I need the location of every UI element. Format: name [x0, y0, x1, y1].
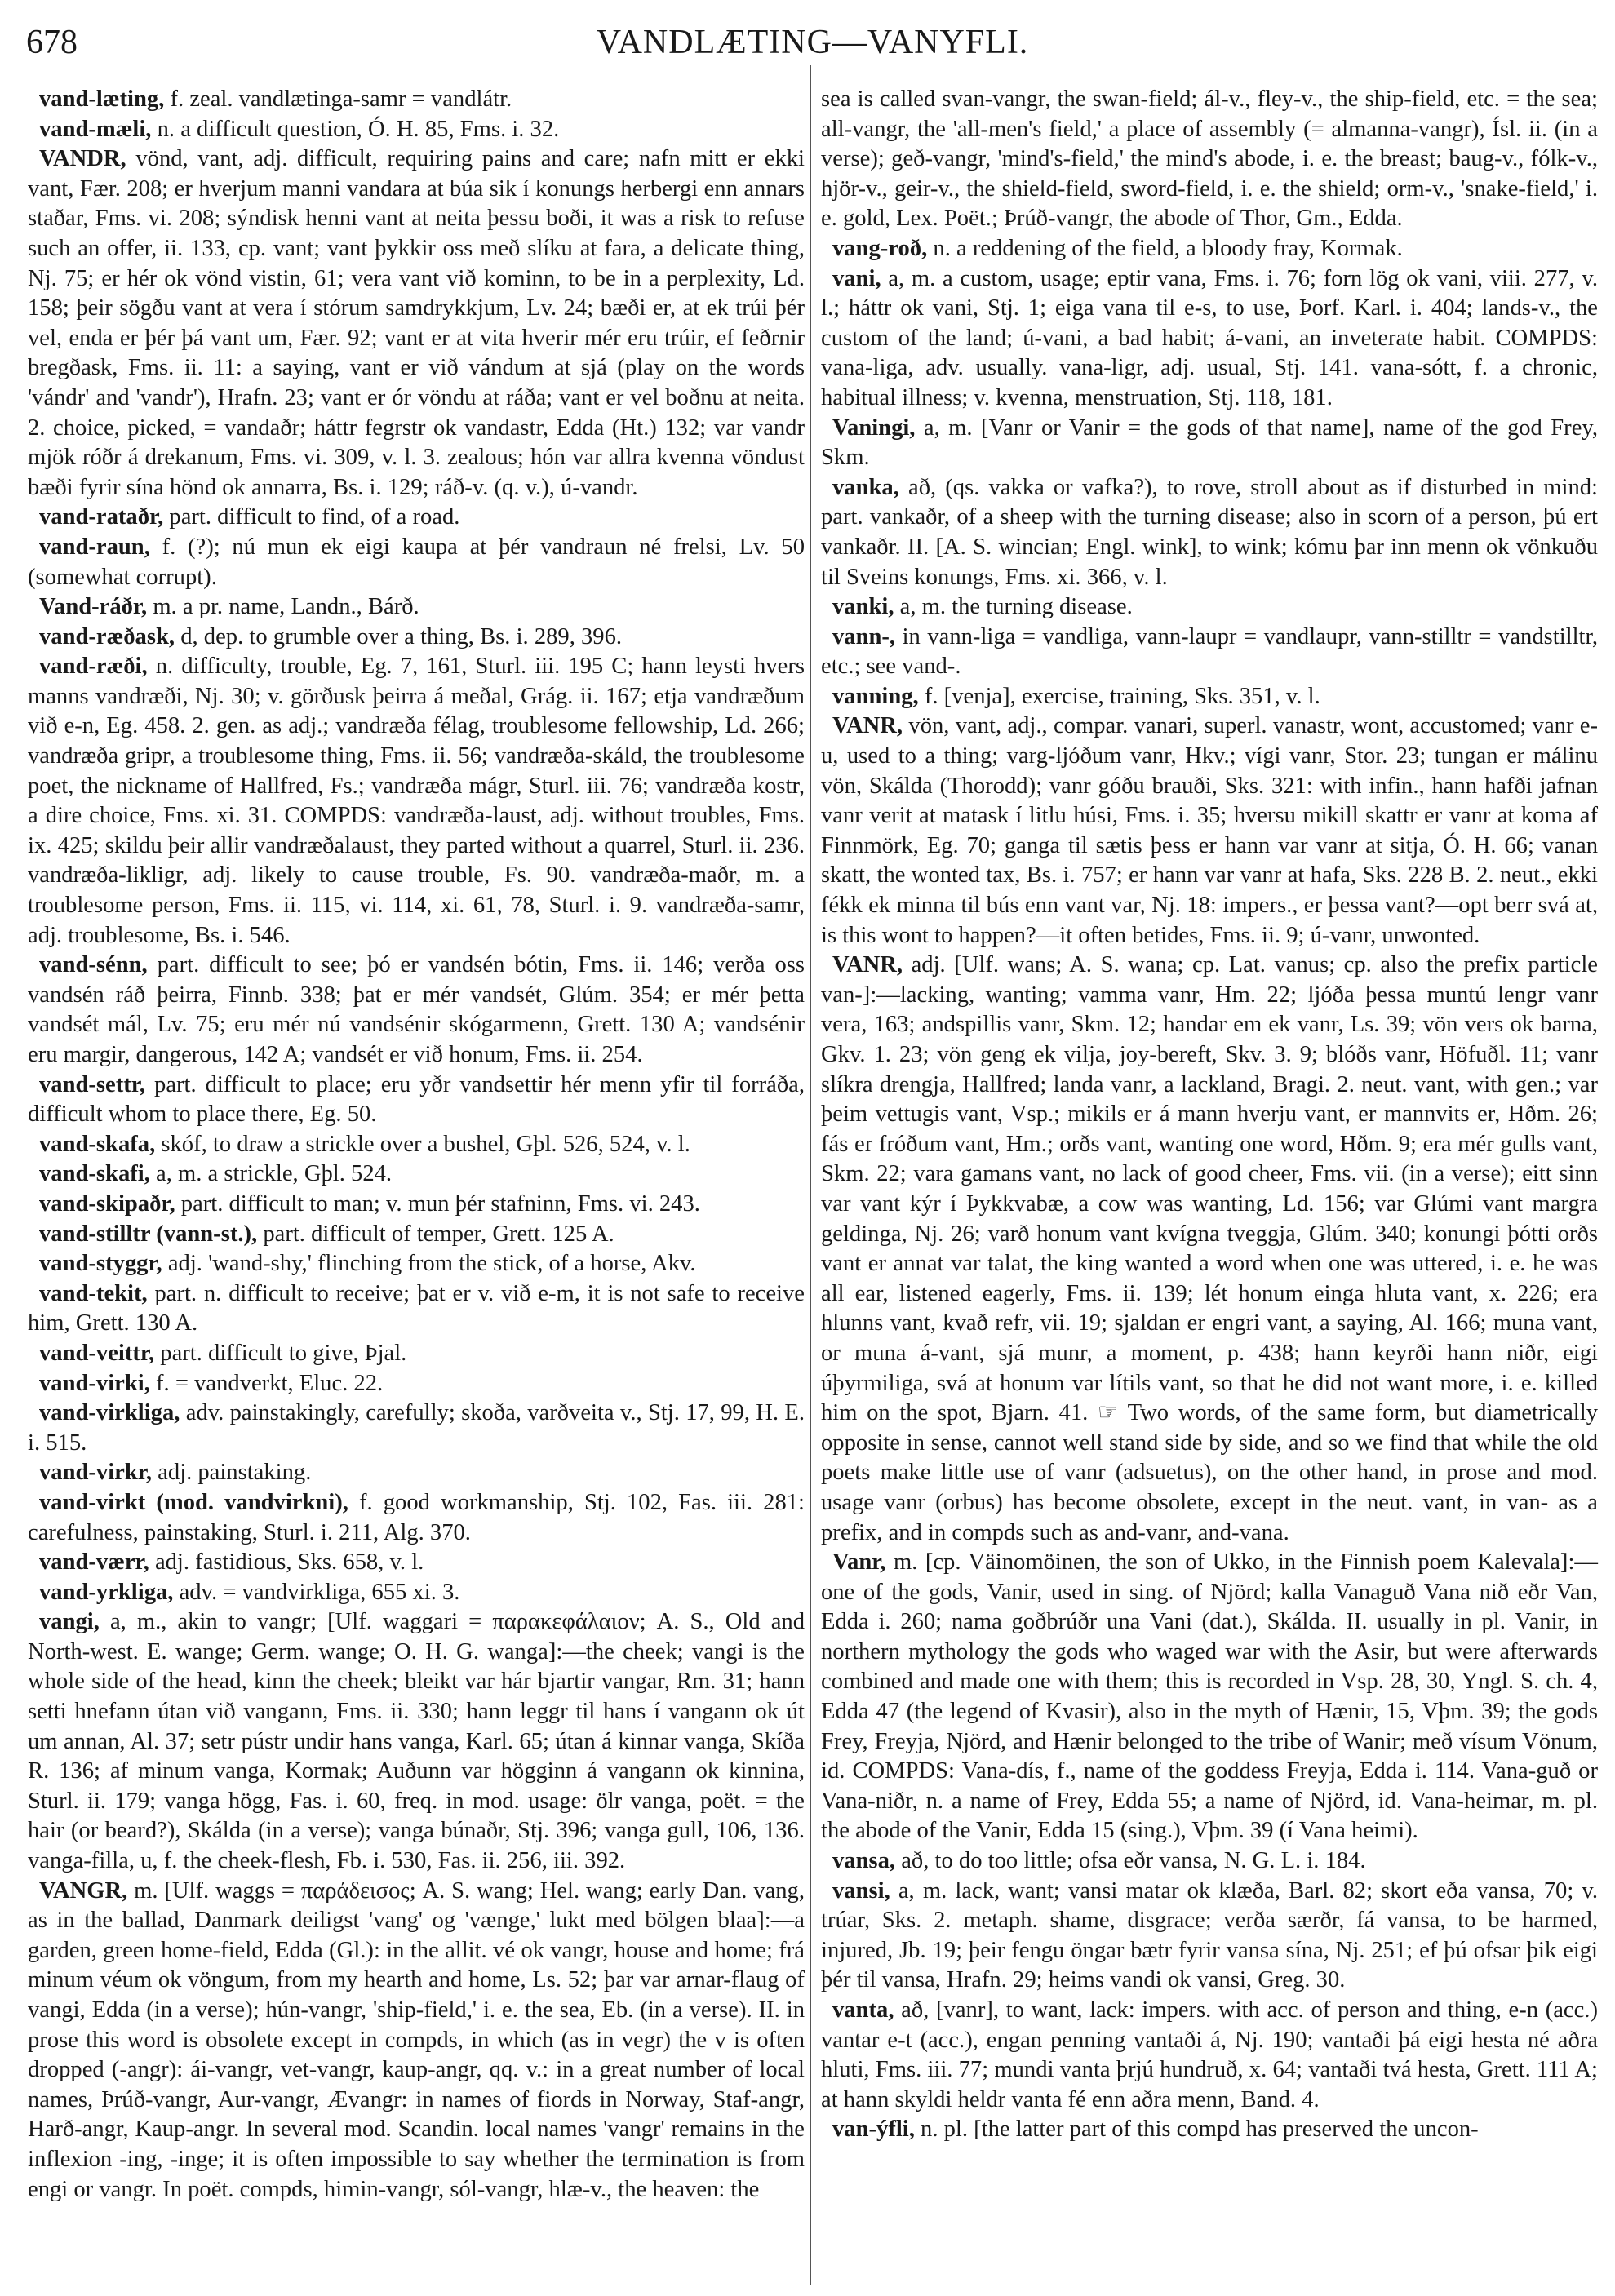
entry-definition: adj. 'wand-shy,' flinching from the stick, of a horse, Akv. [167, 1251, 696, 1277]
entry-headword: van-ýfli, [832, 2116, 915, 2143]
entry-definition: part. difficult of temper, Grett. 125 A. [263, 1221, 614, 1247]
entry-headword: vanta, [832, 1997, 894, 2023]
page-number: 678 [26, 24, 78, 61]
column-divider [810, 65, 811, 2285]
dictionary-entry [821, 2115, 1598, 2145]
dictionary-entry [28, 592, 805, 623]
dictionary-entry [28, 1159, 805, 1190]
entry-headword: vand-sénn, [39, 952, 148, 978]
dictionary-entry [821, 1846, 1598, 1877]
entry-headword: VANR, [832, 713, 903, 739]
entry-headword: vand-mæli, [39, 116, 152, 142]
dictionary-entry [28, 1369, 805, 1399]
entry-definition: f. (?); nú mun ek eigi kaupa at þér vandraun né frelsi, Lv. 50 (somewhat corrupt). [28, 534, 805, 590]
entry-definition: adj. [Ulf. wans; A. S. wana; cp. Lat. vanus; cp. also the prefix particle van-]:—lacking, wanting; vamma vanr, Hm. 22; ljóða þessa muntú lengr vanr vera, 163; andspillis vanr, Skm. 12; handar em ek vanr, Ls. 39; vön vers ok barna, Gkv. 1. 23; vön geng ek vilja, joy-bereft, Skv. 3. 9; blóðs vanr, Höfuðl. 11; vanr slíkra drengja, Hallfred; landa vanr, a lackland, Bragi. 2. neut. vant, with gen.; var þeim vettugis vant, Vsp.; mikils er á mann hverju vant, er mannvits er, Hðm. 26; fás er fróðum vant, Hm.; orðs vant, wanting one word, Hðm. 9; era mér gulls vant, Skm. 22; vara gamans vant, no lack of good cheer, Fms. vii. (in a verse); eitt sinn var vant kýr í Þykkvabæ, a cow was wanting, Ld. 156; var Glúmi vant margra geldinga, Nj. 26; varð honum vant kvígna tveggja, Glúm. 340; konungi þótti orðs vant er annat var talat, the king wanted a word when one was uttered, i. e. he was all ear, listened eagerly, Fms. ii. 139; lét honum einga hluta vant, x. 226; era hlunns vant, kvað refr, vii. 19; sjaldan er engri vant, a saying, Al. 166; muna vant, or muna á-vant, sjá munr, a moment, p. 438; hann keyrði hann niðr, eigi úþyrmiliga, svá at honum var lítils vant, so that he did not want more, i. e. killed him on the spot, Bjarn. 41. ☞ Two words, of the same form, but diametrically opposite in sense, cannot well stand side by side, and so we find that while the old poets make little use of vanr (adsuetus), on the other hand, in prose and mod. usage vanr (orbus) has become obsolete, except in the neut. vant, in van- as a prefix, and in compds such as and-vanr, and-vana. [821, 952, 1598, 1545]
entry-definition: að, [vanr], to want, lack: impers. with acc. of person and thing, e-n (acc.) vantar e-t (acc.), engan penning vantaði á, Nj. 190; vantaði þá eigi hesta né aðra hluti, Fms. iii. 77; mundi vanta þrjú hundruð, x. 64; vantaði tvá hesta, Grett. 111 A; at hann skyldi heldr vanta fé enn aðra menn, Band. 4. [821, 1997, 1598, 2112]
entry-definition: a, m., akin to vangr; [Ulf. waggari = παρακεφάλαιον; A. S., Old and North-west. E. wange; Germ. wange; O. H. G. wanga]:—the cheek; vangi is the whole side of the head, kinn the cheek; bleikt var hár bjartir vangar, Rm. 31; hann setti hnefann útan við vangann, Fms. ii. 330; hann leggr til hans í vangann ok út um annan, Al. 37; setr pústr undir hans vanga, Karl. 65; útan á kinnar vanga, Skíða R. 136; af minum vanga, Kormak; Auðunn var högginn á vangann ok kinnina, Sturl. ii. 179; vanga högg, Fas. i. 60, freq. in mod. usage: ölr vanga, poët. = the hair (or beard?), Skálda (in a verse); vanga búnaðr, Stj. 396; vanga gull, 106, 136. vanga-filla, u, f. the cheek-flesh, Fb. i. 530, Fas. ii. 256, iii. 392. [28, 1609, 805, 1874]
entry-definition: n. difficulty, trouble, Eg. 7, 161, Sturl. iii. 195 C; hann leysti hvers manns vandræði, Nj. 30; v. görðusk þeirra á meðal, Grág. ii. 167; etja vandræðum við e-n, Eg. 458. 2. gen. as adj.; vandræða félag, troublesome fellowship, Ld. 266; vandræða gripr, a troublesome thing, Fms. ii. 56; vandræða-skáld, the troublesome poet, the nickname of Hallfred, Fs.; vandræða mágr, Sturl. iii. 76; vandræða kostr, a dire choice, Fms. xi. 31. COMPDS: vandræða-laust, adj. without troubles, Fms. ix. 425; skildu þeir allir vandræðalaust, they parted without a quarrel, Sturl. ii. 236. vandræða-likligr, adj. likely to cause trouble, Fs. 90. vandræða-maðr, m. a troublesome person, Fms. ii. 115, vi. 114, xi. 61, 78, Sturl. i. 9. vandræða-samr, adj. troublesome, Bs. i. 546. [28, 654, 805, 948]
entry-definition: n. a reddening of the field, a bloody fray, Kormak. [933, 235, 1403, 261]
entry-headword: vani, [832, 265, 881, 291]
dictionary-entry [28, 115, 805, 145]
dictionary-entry [821, 711, 1598, 951]
entry-headword: Vaningi, [832, 414, 916, 441]
entry-definition: in vann-liga = vandliga, vann-laupr = vandlaupr, vann-stilltr = vandstilltr, etc.; see vand-. [821, 623, 1598, 680]
dictionary-entry [28, 1578, 805, 1608]
entry-headword: vand-skafi, [39, 1161, 150, 1187]
entry-definition: skóf, to draw a strickle over a bushel, Gþl. 526, 524, v. l. [161, 1131, 690, 1157]
entry-headword: vand-stilltr (vann-st.), [39, 1221, 258, 1247]
entry-headword: VANDR, [39, 146, 126, 172]
page-header [26, 23, 1599, 72]
entry-headword: VANGR, [39, 1877, 128, 1904]
dictionary-entry [821, 414, 1598, 473]
dictionary-entry [28, 623, 805, 653]
entry-headword: Vanr, [832, 1549, 886, 1576]
entry-headword: vann-, [832, 623, 896, 649]
entry-definition: d, dep. to grumble over a thing, Bs. i. 289, 396. [180, 623, 623, 649]
entry-headword: vand-virkr, [39, 1460, 152, 1486]
entry-definition: a, m. a strickle, Gþl. 524. [156, 1161, 393, 1187]
entry-headword: vansi, [832, 1877, 890, 1904]
entry-headword: vand-virkliga, [39, 1400, 180, 1426]
entry-headword: vand-læting, [39, 86, 165, 112]
entry-headword: vand-skafa, [39, 1131, 156, 1157]
entry-headword: vanki, [832, 594, 894, 620]
dictionary-entry [821, 234, 1598, 264]
dictionary-entry [28, 1339, 805, 1369]
dictionary-entry [28, 951, 805, 1070]
entry-definition: part. difficult to give, Þjal. [160, 1340, 407, 1366]
entry-definition: adv. painstakingly, carefully; skoða, varðveita v., Stj. 17, 99, H. E. i. 515. [28, 1400, 805, 1456]
entry-headword: vand-yrkliga, [39, 1579, 174, 1605]
entry-definition: m. a pr. name, Landn., Bárð. [153, 594, 419, 620]
dictionary-entry [28, 1249, 805, 1279]
dictionary-entry [821, 85, 1598, 234]
entry-headword: vanka, [832, 474, 899, 500]
page-title: VANDLÆTING—VANYFLI. [596, 24, 1029, 61]
entry-definition: n. pl. [the latter part of this compd has preserved the uncon- [921, 2116, 1479, 2143]
dictionary-entry [821, 1548, 1598, 1846]
entry-headword: vand-virki, [39, 1370, 150, 1396]
entry-definition: m. [cp. Väinomöinen, the son of Ukko, in the Finnish poem Kalevala]:—one of the gods, Vanir, used in sing. of Njörd; kalla Vanaguð Vana nið eðr Van, Edda i. 260; nama goðbrúðr una Vani (dat.), Skálda. II. usually in pl. Vanir, in northern mythology the gods who waged war with the Asir, but were afterwards combined and made one with them; this is recorded in Vsp. 28, 30, Yngl. S. ch. 4, Edda 47 (the legend of Kvasir), also in the myth of Hænir, 15, Vþm. 39; the gods Frey, Freyja, Njörd, and Hænir belonged to the tribe of Wanir; með vísum Vönum, id. COMPDS: Vana-dís, f., name of the goddess Freyja, Edda i. 114. Vana-guð or Vana-niðr, n. a name of Frey, Edda 55; a name of Njörd, id. Vana-heimar, m. pl. the abode of the Vanir, Edda 15 (sing.), Vþm. 39 (í Vana heimi). [821, 1549, 1598, 1844]
entry-headword: vand-rataðr, [39, 504, 164, 530]
entry-definition: sea is called svan-vangr, the swan-field; ál-v., fley-v., the ship-field, etc. = the sea; all-vangr, the 'all-men's field,' a place of assembly (= almanna-vangr), Ísl. ii. (in a verse); geð-vangr, 'mind's-field,' the mind's abode, i. e. the breast; baug-v., fólk-v., hjör-v., geir-v., the shield-field, sword-field, i. e. the shield; orm-v., 'snake-field,' i. e. gold, Lex. Poët.; Þrúð-vangr, the abode of Thor, Gm., Edda. [821, 86, 1598, 232]
entry-headword: vand-skipaðr, [39, 1190, 175, 1217]
entry-headword: vand-settr, [39, 1071, 145, 1097]
dictionary-entry [28, 1398, 805, 1458]
entry-headword: vand-tekit, [39, 1280, 148, 1306]
entry-definition: f. [venja], exercise, training, Sks. 351, v. l. [924, 683, 1320, 709]
dictionary-entry [28, 1488, 805, 1548]
entry-definition: f. zeal. vandlætinga-samr = vandlátr. [170, 86, 512, 112]
entry-headword: vand-raun, [39, 534, 150, 560]
entry-definition: að, (qs. vakka or vafka?), to rove, stroll about as if disturbed in mind: part. vankaðr, of a sheep with the turning disease; also in scorn of a person, þú ert vankaðr. II. [A. S. wincian; Engl. wink], to wink; kómu þar inn menn ok vönkuðu til Sveins konungs, Fms. xi. 366, v. l. [821, 474, 1599, 590]
entry-definition: vönd, vant, adj. difficult, requiring pains and care; nafn mitt er ekki vant, Fær. 208; er hverjum manni vandara at búa sik í konungs herbergi enn annars staðar, Fms. vi. 208; sýndisk henni vant at neita þessu boði, it was a risk to refuse such an offer, ii. 133, cp. vant; vant þykkir oss með slíku at fara, a delicate thing, Nj. 75; er hér ok vönd vistin, 61; vera vant við kominn, to be in a perplexity, Ld. 158; þeir sögðu vant at vera í stórum samdrykkjum, Lv. 24; bæði er, at ek trúi þér vel, enda er þér þá vant um, Fær. 92; vant er at vita hverir mér eru trúir, ef feðrnir bregðask, Fms. ii. 11: a saying, vant er við vándum at sjá (play on the words 'vándr' and 'vandr'), Hrafn. 23; vant er ór vöndu at ráða; vant er vel boðnu at neita. 2. choice, picked, = vandaðr; háttr fegrstr ok vandastr, Edda (Ht.) 132; var vandr mjök róðr á drekanum, Fms. vi. 309, v. l. 3. zealous; hón var allra kvenna vöndust bæði fyrir sína hönd ok annarra, Bs. i. 129; ráð-v. (q. v.), ú-vandr. [28, 146, 805, 500]
dictionary-entry [28, 1548, 805, 1578]
entry-headword: vand-ræðask, [39, 623, 175, 649]
entry-headword: vangi, [39, 1609, 100, 1635]
dictionary-entry [28, 1458, 805, 1488]
entry-definition: a, m. the turning disease. [899, 594, 1133, 620]
entry-headword: vanning, [832, 683, 919, 709]
entry-definition: vön, vant, adj., compar. vanari, superl. vanastr, wont, accustomed; vanr e-u, used to a thing; varg-ljóðum vanr, Hkv.; vígi vanr, Stor. 23; tungan er málinu vön, Skálda (Thorodd); vanr góðu brauði, Sks. 321: with infin., hann hafði jafnan vanr verit at matask í litlu húsi, Fms. i. 35; hversu mikill skattr er vanr at koma af Finnmörk, Eg. 70; ganga til sætis þess er hann var vanr at sitja, Ó. H. 66; vanan skatt, the wonted tax, Bs. i. 757; er hann var vanr at hafa, Sks. 228 B. 2. neut., ekki fékk ek minna til bús enn vant var, Nj. 18: impers., er þessa vant?—opt berr svá at, is this wont to happen?—it often betides, Fms. ii. 9; ú-vanr, unwonted. [821, 713, 1598, 948]
dictionary-entry [28, 652, 805, 951]
entry-headword: vang-roð, [832, 235, 928, 261]
entry-definition: part. n. difficult to receive; þat er v. við e-m, it is not safe to receive him, Grett. 130 A. [28, 1280, 805, 1336]
entry-definition: part. difficult to find, of a road. [169, 504, 460, 530]
dictionary-entry [28, 503, 805, 533]
dictionary-entry [28, 1220, 805, 1250]
entry-definition: part. difficult to see; þó er vandsén bótin, Fms. ii. 146; verða oss vandsén ráð þeirra, Finnb. 338; þat er mér vandsét, Glúm. 354; er mér þetta vandsét mál, Lv. 75; eru mér nú vandsénir skógarmenn, Grett. 130 A; vandsénir eru margir, dangerous, 142 A; vandsét er við honum, Fms. ii. 254. [28, 952, 805, 1067]
dictionary-entry [28, 533, 805, 592]
dictionary-entry [28, 1190, 805, 1220]
entry-definition: að, to do too little; ofsa eðr vansa, N. G. L. i. 184. [901, 1848, 1366, 1874]
dictionary-entry [28, 144, 805, 503]
entry-headword: vand-veittr, [39, 1340, 155, 1366]
entry-definition: adj. fastidious, Sks. 658, v. l. [154, 1549, 424, 1576]
dictionary-entry [821, 264, 1598, 414]
entry-definition: f. good workmanship, Stj. 102, Fas. iii. 281: carefulness, painstaking, Sturl. i. 211, Alg. 370. [28, 1489, 805, 1545]
dictionary-entry [821, 951, 1598, 1548]
dictionary-entry [821, 1877, 1598, 1996]
entry-definition: adv. = vandvirkliga, 655 xi. 3. [179, 1579, 460, 1605]
dictionary-entry [28, 1877, 805, 2205]
dictionary-entry [821, 473, 1598, 592]
right-column [821, 85, 1598, 2145]
entry-headword: vand-ræði, [39, 654, 148, 680]
entry-definition: adj. painstaking. [158, 1460, 312, 1486]
dictionary-entry [821, 592, 1598, 623]
entry-headword: vansa, [832, 1848, 896, 1874]
entry-definition: a, m. [Vanr or Vanir = the gods of that name], name of the god Frey, Skm. [821, 414, 1598, 471]
dictionary-entry [821, 682, 1598, 712]
entry-definition: a, m. a custom, usage; eptir vana, Fms. i. 76; forn lög ok vani, viii. 277, v. l.; háttr ok vani, Stj. 1; eiga vana til e-s, to use, Þorf. Karl. i. 404; lands-v., the custom of the land; ú-vani, a bad habit; á-vani, an inveterate habit. COMPDS: vana-liga, adv. usually. vana-ligr, adj. usual, Stj. 141. vana-sótt, f. a chronic, habitual illness; v. kvenna, menstruation, Stj. 118, 181. [821, 265, 1598, 410]
dictionary-entry [28, 1607, 805, 1876]
dictionary-entry [28, 1130, 805, 1160]
dictionary-entry [28, 85, 805, 115]
entry-headword: Vand-ráðr, [39, 594, 148, 620]
entry-definition: f. = vandverkt, Eluc. 22. [156, 1370, 384, 1396]
entry-headword: vand-værr, [39, 1549, 149, 1576]
dictionary-entry [821, 623, 1598, 682]
dictionary-entry [28, 1070, 805, 1130]
entry-definition: m. [Ulf. waggs = παράδεισος; A. S. wang; Hel. wang; early Dan. vang, as in the ballad, Danmark deiligst 'vang' og 'vænge,' lukt med bölgen blaa]:—a garden, green home-field, Edda (Gl.): in the allit. vé ok vangr, house and home; frá minum véum ok vöngum, from my hearth and home, Ls. 52; þar var arnar-flaug of vangi, Edda (in a verse); hún-vangr, 'ship-field,' i. e. the sea, Eb. (in a verse). II. in prose this word is obsolete except in compds, in which (as in vegr) the v is often dropped (-angr): ái-vangr, vet-vangr, kaup-angr, qq. v.: in a great number of local names, Þrúð-vangr, Aur-vangr, Ævangr: in names of fiords in Norway, Staf-angr, Harð-angr, Kaup-angr. In several mod. Scandin. local names 'vangr' remains in the inflexion -ing, -inge; it is often impossible to say whether the termination is from engi or vangr. In poët. compds, himin-vangr, sól-vangr, hlæ-v., the heaven: the [28, 1877, 805, 2202]
entry-definition: part. difficult to man; v. mun þér stafninn, Fms. vi. 243. [180, 1190, 700, 1217]
entry-definition: a, m. lack, want; vansi matar ok klæða, Barl. 82; skort eða vansa, 70; v. trúar, Sks. 2. metaph. shame, disgrace; verða særðr, fá vansa, to be harmed, injured, Jb. 19; þeir fengu öngar bætr fyrir vansa sína, Nj. 251; ef þú ofsar þik eigi þér til vansa, Hrafn. 29; heims vandi ok vansi, Greg. 30. [821, 1877, 1598, 1993]
entry-headword: VANR, [832, 952, 903, 978]
left-column [28, 85, 805, 2205]
entry-definition: n. a difficult question, Ó. H. 85, Fms. i. 32. [157, 116, 560, 142]
entry-headword: vand-virkt (mod. vandvirkni), [39, 1489, 348, 1515]
entry-definition: part. difficult to place; eru yðr vandsettir hér menn yfir til forráða, difficult whom to place there, Eg. 50. [28, 1071, 805, 1128]
entry-headword: vand-styggr, [39, 1251, 162, 1277]
dictionary-entry [821, 1996, 1598, 2115]
dictionary-entry [28, 1279, 805, 1339]
